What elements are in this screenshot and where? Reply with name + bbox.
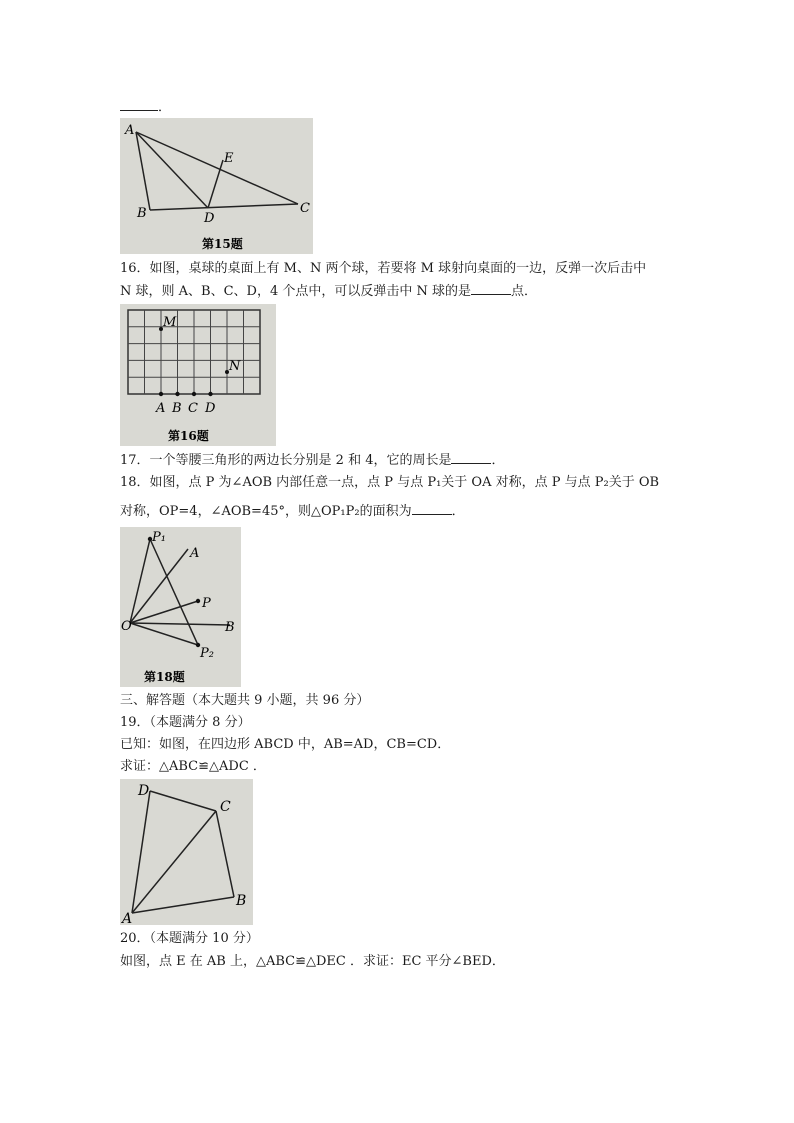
segment-dc xyxy=(150,791,216,811)
figure-16-drawing xyxy=(120,304,276,446)
figure-caption: 第15题 xyxy=(202,237,243,251)
question-19-prove: 求证：△ABC≌△ADC ． xyxy=(120,759,266,774)
label-b: B xyxy=(225,620,235,635)
section-heading: 三、解答题（本大题共 9 小题，共 96 分） xyxy=(120,693,370,708)
label-a: A xyxy=(156,401,166,416)
point-b xyxy=(175,392,179,396)
answer-blank xyxy=(412,502,452,515)
label-p: P xyxy=(202,596,211,611)
label-b: B xyxy=(137,206,147,221)
answer-blank xyxy=(471,282,511,295)
question-19-given: 已知：如图，在四边形 ABCD 中，AB=AD，CB=CD． xyxy=(120,737,451,752)
figure-18-drawing xyxy=(120,527,241,687)
label-a: A xyxy=(122,911,133,925)
question-16-line2: N 球，则 A、B、C、D，4 个点中，可以反弹击中 N 球的是 点． xyxy=(120,284,538,299)
point-c xyxy=(192,392,196,396)
question-16-line1: 16．如图，桌球的桌面上有 M、N 两个球，若要将 M 球射向桌面的一边，反弹一次后击中 xyxy=(120,261,647,276)
label-e: E xyxy=(224,151,234,166)
question-18-line1: 18．如图，点 P 为∠AOB 内部任意一点，点 P 与点 P₁关于 OA 对称，点 P 与点 P₂关于 OB xyxy=(120,475,660,490)
answer-blank xyxy=(120,98,158,111)
label-b: B xyxy=(172,401,182,416)
label-c: C xyxy=(300,201,310,216)
question-20-text: 如图，点 E 在 AB 上，△ABC≌△DEC ．求证：EC 平分∠BED． xyxy=(120,954,505,969)
figure-19 xyxy=(120,779,253,925)
question-19-score: 19．（本题满分 8 分） xyxy=(120,715,251,730)
point-p xyxy=(196,599,200,603)
grid-lines xyxy=(128,310,260,394)
figure-caption: 第16题 xyxy=(168,429,209,443)
label-b: B xyxy=(236,893,247,909)
segment-op2 xyxy=(130,623,198,645)
figure-16 xyxy=(120,304,276,446)
prev-question-tail: ． xyxy=(120,98,171,117)
segment-ac xyxy=(136,132,298,204)
label-d: D xyxy=(138,783,150,799)
figure-15-drawing xyxy=(120,118,313,254)
label-c: C xyxy=(188,401,198,416)
segment-ad xyxy=(136,132,208,208)
label-a: A xyxy=(190,546,200,561)
figure-caption: 第18题 xyxy=(144,670,185,684)
label-p2: P₂ xyxy=(200,646,214,661)
segment-bc xyxy=(150,204,298,210)
answer-blank xyxy=(451,451,491,464)
segment-cb xyxy=(216,811,234,897)
figure-18 xyxy=(120,527,241,687)
label-c: C xyxy=(220,799,231,815)
segment-op xyxy=(130,601,198,623)
figure-19-drawing xyxy=(120,779,253,925)
question-17: 17．一个等腰三角形的两边长分别是 2 和 4，它的周长是 ． xyxy=(120,453,505,468)
question-18-line2: 对称，OP=4，∠AOB=45°，则△OP₁P₂的面积为 ． xyxy=(120,504,465,519)
label-n: N xyxy=(229,359,241,374)
label-d: D xyxy=(204,211,215,226)
segment-ba xyxy=(132,897,234,913)
figure-15 xyxy=(120,118,313,254)
label-m: M xyxy=(163,315,177,330)
label-a: A xyxy=(125,123,135,138)
label-p1: P₁ xyxy=(152,530,166,545)
point-d xyxy=(208,392,212,396)
question-20-score: 20．（本题满分 10 分） xyxy=(120,931,259,946)
label-o: O xyxy=(121,619,132,634)
label-d: D xyxy=(205,401,216,416)
ray-ob xyxy=(130,623,230,625)
point-a xyxy=(159,392,163,396)
